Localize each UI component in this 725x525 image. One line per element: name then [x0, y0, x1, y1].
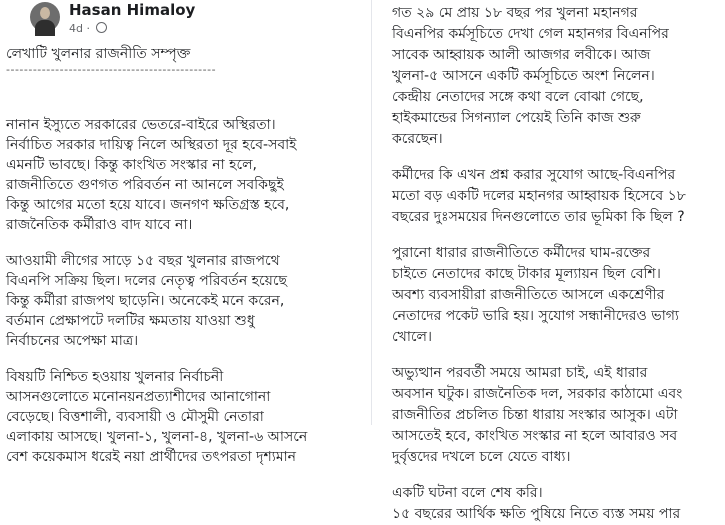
avatar-body — [35, 20, 55, 36]
paragraph: গত ২৯ মে প্রায় ১৮ বছর পর খুলনা মহানগর বিএনপির কর্মসূচিতে দেখা গেল মহানগর বিএনপির সাবেক আহ্বায়ক আলী আজগর লবীকে। আজ খুলনা-৫ আসনে একটি কর্মসূচিতে অংশ নিলেন। কেন্দ্রীয় নেতাদের সঙ্গে কথা বলে বোঝা গেছে, হাইকমান্ডের সিগন্যাল পেয়েই তিনি কাজ শুরু করেছেন। — [392, 5, 669, 147]
paragraph: পুরানো ধারার রাজনীতিতে কর্মীদের ঘাম-রক্তের চাইতে নেতাদের কাছে টাকার মূল্যায়ন ছিল বেশি। অবশ্য ব্যবসায়ীরা রাজনীতিতে আসলে একশ্রেণীর নেতাদের পকেট ভারি হয়। সুযোগ সন্ধানীদেরও ভাগ্য খোলে। — [392, 245, 679, 345]
timestamp[interactable]: 4d — [69, 22, 83, 35]
avatar[interactable] — [30, 2, 60, 32]
dot-separator: · — [86, 22, 90, 35]
paragraph: কর্মীদের কি এখন প্রশ্ন করার সুযোগ আছে-বিএনপির মতো বড় একটি দলের মহানগর আহ্বায়ক হিসেবে ১৮ বছরের দুঃসময়ের দিনগুলোতে তার ভূমিকা কি ছিল ? — [392, 167, 686, 225]
post-meta — [69, 22, 107, 35]
globe-icon[interactable] — [96, 22, 107, 33]
post-right-column — [371, 0, 725, 522]
paragraph: বিষয়টি নিশ্চিত হওয়ায় খুলনার নির্বাচনী আসনগুলোতে মনোনয়নপ্রত্যাশীদের আনাগোনা বেড়েছে। বিত্তশালী, ব্যবসায়ী ও মৌসুমী নেতারা এলাকায় আসছে। খুলনা-১, খুলনা-৪, খুলনা-৬ আসনে বেশ কয়েকমাস ধরেই নয়া প্রার্থীদের তৎপরতা দৃশ্যমান — [6, 369, 308, 465]
post-header — [6, 0, 371, 42]
spacer — [6, 77, 371, 115]
post-intro: লেখাটি খুলনার রাজনীতি সম্পৃক্ত — [6, 46, 191, 62]
avatar-head — [40, 7, 50, 19]
separator-line: ----------------------------------------------- — [6, 63, 217, 76]
author-name[interactable]: Hasan Himaloy — [69, 1, 196, 19]
post-left-column — [0, 0, 371, 465]
paragraph: একটি ঘটনা বলে শেষ করি। ১৫ বছরের আর্থিক ক্ষতি পুষিয়ে নিতে ব্যস্ত সময় পার — [392, 485, 681, 522]
paragraph: নানান ইস্যুতে সরকারের ভেতরে-বাইরে অস্থিরতা। নির্বাচিত সরকার দায়িত্ব নিলে অস্থিরতা দূর হবে-সবাই এমনটি ভাবছে। কিন্তু কাংখিত সংস্কার না হলে, রাজনীতিতে গুণগত পরিবর্তন না আনলে সবকিছুই কিন্তু আগের মতো হয়ে যাবে। জনগণ ক্ষতিগ্রস্ত হবে, রাজনৈতিক কর্মীরাও বাদ যাবে না। — [6, 117, 297, 233]
paragraph: আওয়ামী লীগের সাড়ে ১৫ বছর খুলনার রাজপথে বিএনপি সক্রিয় ছিল। দলের নেতৃত্ব পরিবর্তন হয়েছে কিন্তু কর্মীরা রাজপথ ছাড়েনি। অনেকেই মনে করেন, বর্তমান প্রেক্ষাপটে দলটির ক্ষমতায় যাওয়া শুধু নির্বাচনের অপেক্ষা মাত্র। — [6, 253, 287, 349]
paragraph: অভ্যুত্থান পরবর্তী সময়ে আমরা চাই, এই ধারার অবসান ঘটুক। রাজনৈতিক দল, সরকার কাঠামো এবং রাজনীতির প্রচলিত চিন্তা ধারায় সংস্কার আসুক। এটা আসতেই হবে, কাংখিত সংস্কার না হলে আবারও সব দুর্বৃত্তদের দখলে চলে যেতে বাধ্য। — [392, 365, 683, 465]
